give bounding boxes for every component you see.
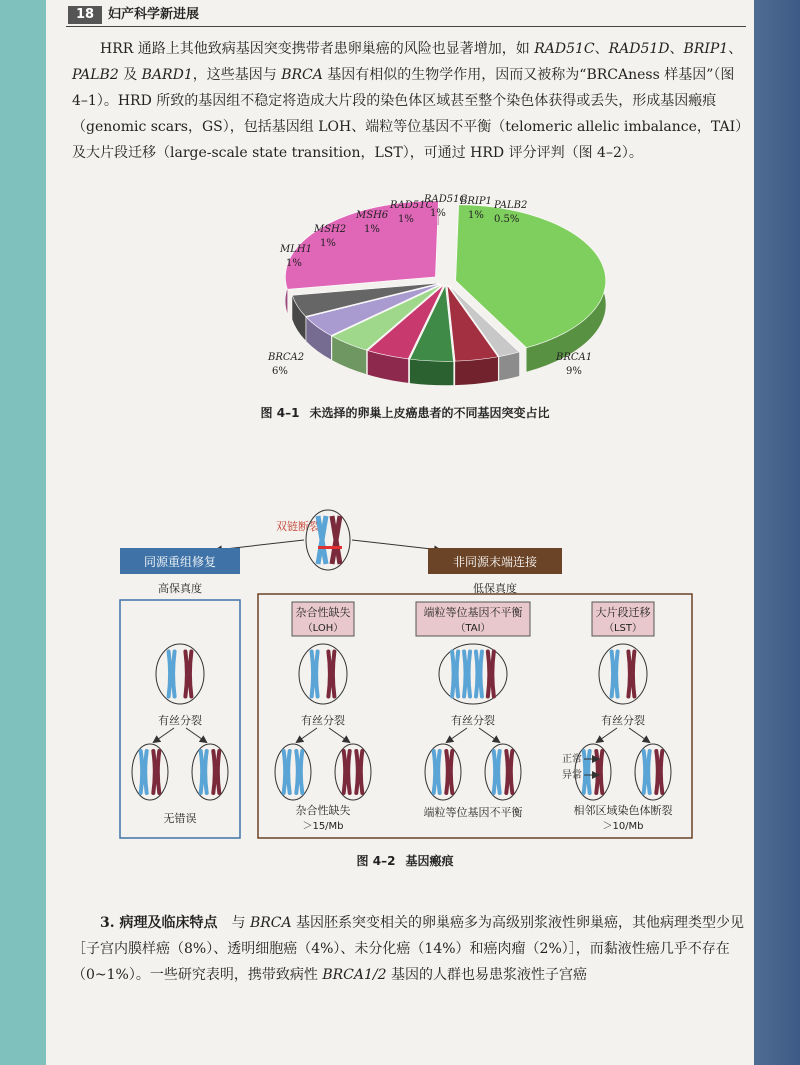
loh-title: 杂合性缺失 <box>295 606 351 619</box>
chromosome <box>584 751 590 793</box>
cell-outline <box>192 744 228 800</box>
book-page <box>46 0 754 1065</box>
cell-outline <box>156 644 204 704</box>
mitosis-cells <box>132 644 671 800</box>
loh-result: 杂合性缺失 <box>295 804 351 817</box>
chromosome <box>213 751 219 793</box>
genomic-scars-diagram <box>46 0 754 850</box>
pie-label-value: 6% <box>272 366 288 377</box>
chromosome <box>312 652 318 697</box>
cell-outline <box>599 644 647 704</box>
chromosome <box>452 652 458 697</box>
chromosome <box>185 652 191 697</box>
pie-label-name: MSH2 <box>314 224 347 235</box>
division-arrow <box>479 728 499 742</box>
chromosome <box>284 751 290 793</box>
chromosome <box>656 751 662 793</box>
pie-label-name: BRIP1 <box>460 196 492 207</box>
chromosome <box>612 652 618 697</box>
pie-label-value: 1% <box>430 208 446 219</box>
cell-outline <box>335 744 371 800</box>
cell-outline <box>485 744 521 800</box>
chromosome <box>434 751 440 793</box>
chromosome <box>296 751 302 793</box>
arrow-to-nhej <box>352 540 440 550</box>
paragraph-pathology: 3. 病理及临床特点 与 BRCA 基因胚系突变相关的卵巢癌多为高级别浆液性卵巢癌，其他病理类型少见［子宫内膜样癌（8%）、透明细胞癌（4%）、未分化癌（14%）和癌肉瘤（2%）］，而黏液性癌几乎不存在（0~1%）。一些研究表明，携带致病性 BRCA1/2 基因的人群也易患浆液性子宫癌 <box>72 915 745 983</box>
division-arrow <box>447 728 467 742</box>
cell-outline <box>132 744 168 800</box>
pie-label-name: MLH1 <box>280 244 312 255</box>
division-arrow <box>297 728 317 742</box>
tai-title: 端粒等位基因不平衡 <box>423 606 523 619</box>
chromosome <box>356 751 362 793</box>
tai-mitosis-label: 有丝分裂 <box>451 714 495 727</box>
chromosome <box>446 751 452 793</box>
pie-label-value: 1% <box>320 238 336 249</box>
lst-abbr: （LST） <box>603 623 643 634</box>
nhej-box-label: 非同源末端连接 <box>452 555 538 569</box>
division-arrow <box>629 728 649 742</box>
lst-abnormal-label: 异常 <box>562 770 582 781</box>
chromosome <box>494 751 500 793</box>
pie-label-value: 9% <box>566 366 582 377</box>
pie-label-name: MSH6 <box>356 210 389 221</box>
lst-result: 相邻区域染色体断裂 <box>573 804 673 817</box>
chromosome <box>169 652 175 697</box>
pie-label-value: 0.5% <box>494 214 520 225</box>
cell-outline <box>299 644 347 704</box>
chromosome <box>464 652 470 697</box>
nhej-fidelity: 低保真度 <box>473 582 517 595</box>
chromosome <box>153 751 159 793</box>
chromosome <box>141 751 147 793</box>
pie-label-value: 1% <box>468 210 484 221</box>
pie-label-name: BRCA1 <box>556 352 593 363</box>
loh-threshold: ＞15/Mb <box>302 821 344 832</box>
chromosome <box>506 751 512 793</box>
pie-label-name: BRCA2 <box>268 352 305 363</box>
hr-fidelity: 高保真度 <box>158 582 202 595</box>
chromosome <box>596 751 602 793</box>
pie-label-name: RAD51C <box>424 194 468 205</box>
chromosome <box>201 751 207 793</box>
pie-label-name: RAD51C <box>390 200 434 211</box>
dsb-chromosomes <box>318 516 342 564</box>
lst-normal-label: 正常 <box>562 754 582 765</box>
division-arrow <box>186 728 206 742</box>
dsb-label: 双链断裂 <box>276 520 320 533</box>
book-title: 妇产科学新进展 <box>108 7 200 22</box>
pie-label-value: 1% <box>364 224 380 235</box>
right-page-edge <box>754 0 800 1065</box>
chromosome <box>476 652 482 697</box>
chromosome <box>344 751 350 793</box>
cell-outline <box>635 744 671 800</box>
hr-box-label: 同源重组修复 <box>143 555 217 569</box>
chromosome <box>628 652 634 697</box>
lst-threshold: ＞10/Mb <box>602 821 644 832</box>
pie-label-value: 1% <box>398 214 414 225</box>
figure2-caption: 图 4–2 基因瘢痕 <box>356 854 454 868</box>
division-arrow <box>154 728 174 742</box>
chromosome <box>328 652 334 697</box>
hr-mitosis-label: 有丝分裂 <box>158 714 202 727</box>
chromosome <box>644 751 650 793</box>
loh-mitosis-label: 有丝分裂 <box>301 714 345 727</box>
hr-result: 无错误 <box>163 812 197 825</box>
chromosome <box>488 652 494 697</box>
pie-label-value: 1% <box>286 258 302 269</box>
page-number: 18 <box>68 6 102 24</box>
lst-mitosis-label: 有丝分裂 <box>601 714 645 727</box>
figure1-caption: 图 4–1 未选择的卵巢上皮癌患者的不同基因突变占比 <box>260 406 550 420</box>
tai-result: 端粒等位基因不平衡 <box>423 806 523 819</box>
cell-outline <box>425 744 461 800</box>
left-page-edge <box>0 0 46 1065</box>
division-arrow <box>329 728 349 742</box>
tai-abbr: （TAI） <box>455 623 491 634</box>
lst-title: 大片段迁移 <box>595 606 651 619</box>
pie-label-name: PALB2 <box>494 200 528 211</box>
cell-outline <box>439 644 507 704</box>
paragraph-brcaness: HRR 通路上其他致病基因突变携带者患卵巢癌的风险也显著增加，如 RAD51C、RAD51D、BRIP1、PALB2 及 BARD1，这些基因与 BRCA 基因有相似的生物学作用，因而又被称为“BRCAness 样基因”（图 4–1）。HRD 所致的基因组不稳定将造成大片段的染色体区域甚至整个染色体获得或丢失，形成基因瘢痕（genomic scars，GS），包括基因组 LOH、端粒等位基因不平衡（telomeric allelic imbalance，TAI）及大片段迁移（large-scale state transition，LST），可通过 HRD 评分评判（图 4–2）。 <box>72 41 750 161</box>
cell-outline <box>275 744 311 800</box>
division-arrow <box>597 728 617 742</box>
loh-abbr: （LOH） <box>302 623 344 634</box>
